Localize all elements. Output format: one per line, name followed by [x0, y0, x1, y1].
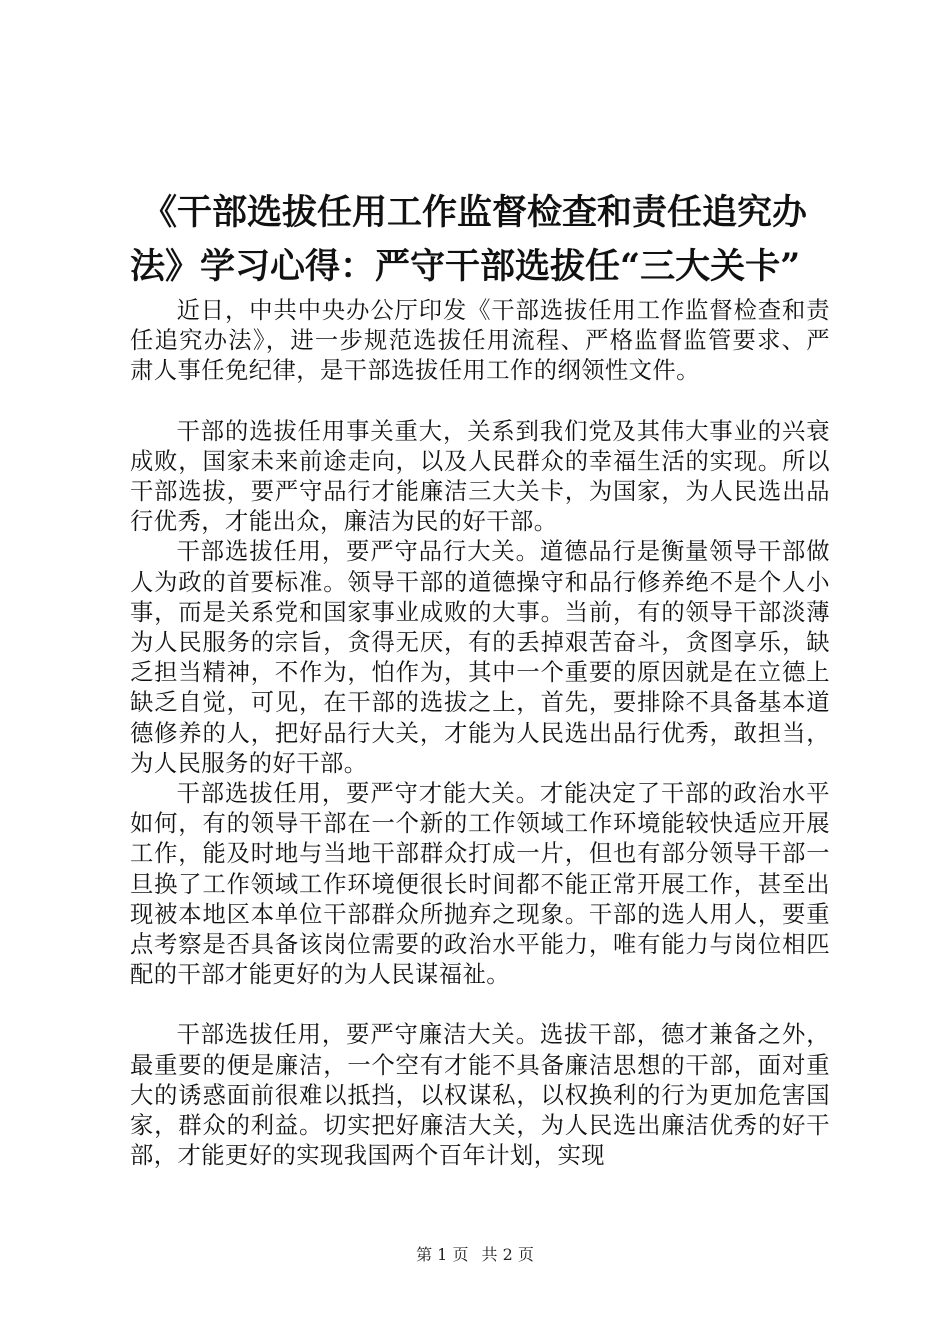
title-line-1: 《干部选拔任用工作监督检查和责任追究办 [142, 192, 808, 233]
document-title [130, 186, 830, 294]
page-total: 共 2 页 [481, 1245, 534, 1264]
paragraph-intro: 近日，中共中央办公厅印发《干部选拔任用工作监督检查和责任追究办法》，进一步规范选拔任用流程、严格监督监管要求、严肃人事任免纪律，是干部选拔任用工作的纲领性文件。 [130, 297, 830, 385]
page-footer [0, 1242, 950, 1265]
paragraph-integrity: 干部选拔任用，要严守廉洁大关。选拔干部，德才兼备之外，最重要的便是廉洁，一个空有才能不具备廉洁思想的干部，面对重大的诱惑面前很难以抵挡，以权谋私，以权换利的行为更加危害国家，群众的利益。切实把好廉洁大关，为人民选出廉洁优秀的好干部，才能更好的实现我国两个百年计划，实现 [130, 1021, 830, 1170]
document-body [130, 296, 830, 1171]
paragraph-character: 干部选拔任用，要严守品行大关。道德品行是衡量领导干部做人为政的首要标准。领导干部的道德操守和品行修养绝不是个人小事，而是关系党和国家事业成败的大事。当前，有的领导干部淡薄为人民服务的宗旨，贪得无厌，有的丢掉艰苦奋斗，贪图享乐，缺乏担当精神，不作为，怕作为，其中一个重要的原因就是在立德上缺乏自觉，可见，在干部的选拔之上，首先，要排除不具备基本道德修养的人，把好品行大关，才能为人民选出品行优秀，敢担当，为人民服务的好干部。 [130, 538, 830, 777]
title-line-2: 法》学习心得：严守干部选拔任“三大关卡” [130, 246, 801, 287]
paragraph-overview: 干部的选拔任用事关重大，关系到我们党及其伟大事业的兴衰成败，国家未来前途走向，以及人民群众的幸福生活的实现。所以干部选拔，要严守品行才能廉洁三大关卡，为国家，为人民选出品行优秀，才能出众，廉洁为民的好干部。 [130, 417, 830, 536]
page-number: 第 1 页 [416, 1245, 469, 1264]
paragraph-ability: 干部选拔任用，要严守才能大关。才能决定了干部的政治水平如何，有的领导干部在一个新的工作领域工作环境能较快适应开展工作，能及时地与当地干部群众打成一片，但也有部分领导干部一旦换了工作领域工作环境便很长时间都不能正常开展工作，甚至出现被本地区本单位干部群众所抛弃之现象。干部的选人用人，要重点考察是否具备该岗位需要的政治水平能力，唯有能力与岗位相匹配的干部才能更好的为人民谋福祉。 [130, 780, 830, 989]
